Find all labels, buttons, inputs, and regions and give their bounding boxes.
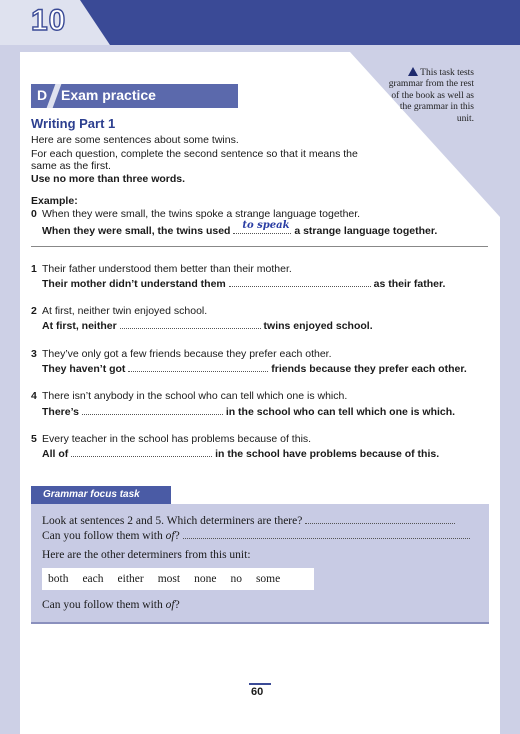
grammar-question-2-of: of <box>165 530 175 542</box>
grammar-focus-tab <box>31 486 171 504</box>
grammar-question-3: Here are the other determiners from this unit: <box>42 549 251 561</box>
determiner-word: no <box>230 573 242 585</box>
section-divider <box>47 84 62 108</box>
prompt-before: There’s <box>42 406 79 418</box>
prompt-after: in the school who can tell which one is which. <box>225 406 456 418</box>
question-prompt <box>42 319 373 333</box>
determiner-word: most <box>157 573 181 585</box>
prompt-before: Their mother didn’t understand them <box>42 278 226 290</box>
instruction-line-3: same as the first. <box>31 160 111 172</box>
question-number: 5 <box>31 433 37 445</box>
question-number: 1 <box>31 263 37 275</box>
grammar-question-4-before: Can you follow them with <box>42 599 166 611</box>
prompt-after: friends because they prefer each other. <box>271 363 467 375</box>
teacher-note <box>388 67 474 125</box>
example-label: Example: <box>31 195 78 207</box>
answer-blank[interactable] <box>229 277 371 287</box>
grammar-question-2-before: Can you follow them with <box>42 530 166 542</box>
example-sentence: When they were small, the twins spoke a strange language together. <box>42 208 361 220</box>
grammar-answer-blank-2[interactable] <box>183 529 470 539</box>
page-number: 60 <box>251 686 264 698</box>
example-prompt-before: When they were small, the twins used <box>42 225 231 237</box>
answer-blank[interactable] <box>82 405 223 415</box>
part-title: Writing Part 1 <box>31 116 116 131</box>
prompt-after: as their father. <box>373 278 446 290</box>
answer-blank[interactable] <box>120 319 261 329</box>
question-sentence: They’ve only got a few friends because they prefer each other. <box>42 348 332 360</box>
grammar-question-2-after: ? <box>174 530 180 542</box>
grammar-focus-title: Grammar focus task <box>43 489 140 500</box>
prompt-before: At first, neither <box>42 320 117 332</box>
determiner-word: both <box>48 573 69 585</box>
instruction-line-2: For each question, complete the second sentence so that it means the <box>31 148 358 160</box>
grammar-question-2 <box>42 529 470 542</box>
section-letter: D <box>37 87 48 103</box>
question-prompt <box>42 405 455 419</box>
example-answer-line <box>233 222 291 234</box>
grammar-question-4-of: of <box>165 599 175 611</box>
question-sentence: Every teacher in the school has problems because of this. <box>42 433 312 445</box>
instruction-line-4: Use no more than three words. <box>31 173 186 185</box>
instruction-line-1: Here are some sentences about some twins. <box>31 134 239 146</box>
section-title: Exam practice <box>61 87 156 103</box>
warning-triangle-icon <box>408 67 418 76</box>
answer-blank[interactable] <box>71 447 212 457</box>
prompt-after: in the school have problems because of this. <box>215 448 440 460</box>
question-prompt <box>42 447 439 461</box>
question-number: 3 <box>31 348 37 360</box>
question-prompt <box>42 362 467 376</box>
answer-blank[interactable] <box>128 362 268 372</box>
example-prompt-after: a strange language together. <box>294 225 438 237</box>
note-text: This task tests grammar from the rest of the book as well as the grammar in this unit. <box>388 68 474 124</box>
question-sentence: Their father understood them better than their mother. <box>42 263 292 275</box>
prompt-before: They haven’t got <box>42 363 126 375</box>
example-answer: to speak <box>242 220 290 231</box>
page-number-rule <box>249 683 271 685</box>
grammar-question-1-text: Look at sentences 2 and 5. Which determiners are there? <box>42 515 303 527</box>
determiners-box <box>42 568 314 590</box>
prompt-before: All of <box>42 448 69 460</box>
prompt-after: twins enjoyed school. <box>263 320 373 332</box>
determiner-word: some <box>255 573 281 585</box>
grammar-question-4 <box>42 599 180 611</box>
question-sentence: There isn’t anybody in the school who can tell which one is which. <box>42 390 348 402</box>
question-number: 2 <box>31 305 37 317</box>
unit-number: 10 <box>31 4 67 37</box>
grammar-question-1 <box>42 514 455 527</box>
example-prompt <box>42 222 437 238</box>
section-header <box>31 84 238 108</box>
grammar-answer-blank-1[interactable] <box>305 514 455 524</box>
grammar-question-4-after: ? <box>174 599 180 611</box>
question-prompt <box>42 277 445 291</box>
example-number: 0 <box>31 208 37 220</box>
determiner-word: either <box>117 573 144 585</box>
determiner-word: none <box>194 573 217 585</box>
question-sentence: At first, neither twin enjoyed school. <box>42 305 208 317</box>
determiner-word: each <box>82 573 104 585</box>
divider-line <box>31 246 488 247</box>
question-number: 4 <box>31 390 37 402</box>
